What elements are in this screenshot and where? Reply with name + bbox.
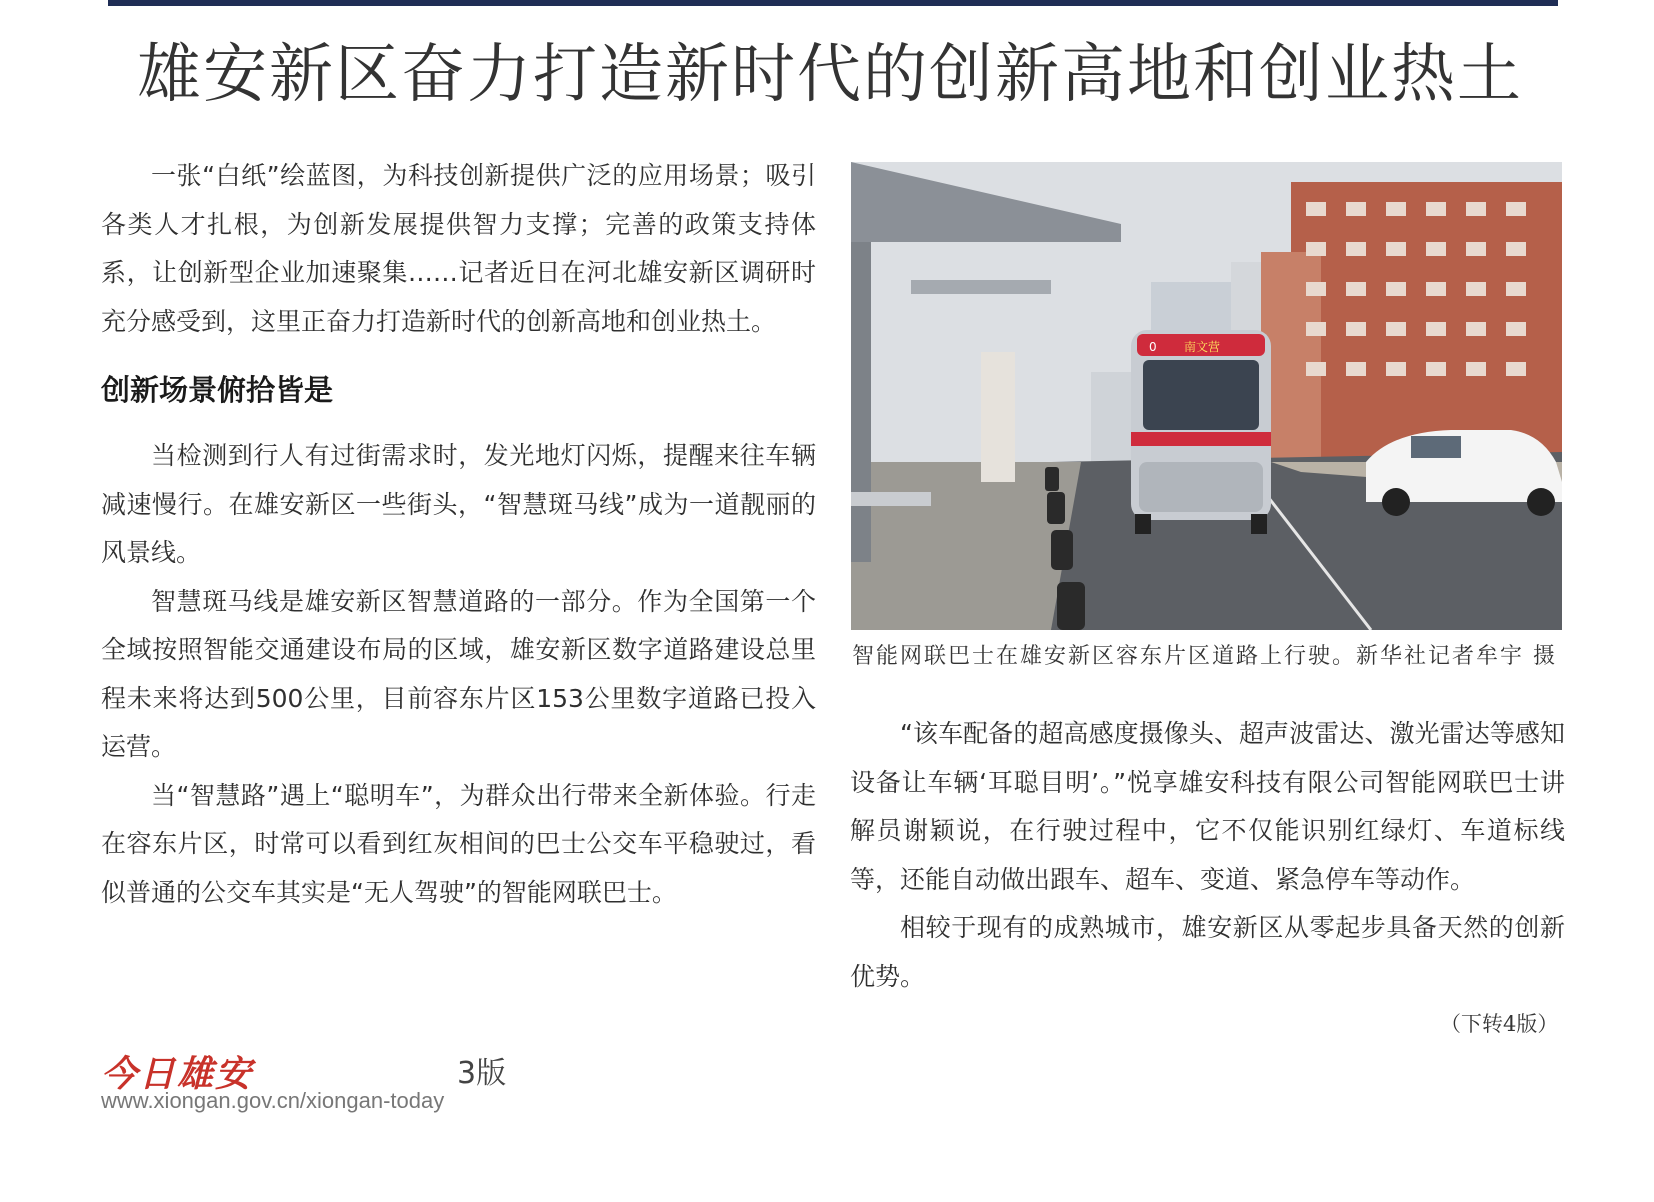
site-url: www.xiongan.gov.cn/xiongan-today	[101, 1088, 445, 1113]
bus-destination-sign: 南文营	[1184, 340, 1221, 354]
bus-route-number: 0	[1149, 340, 1157, 354]
page-number: 3版	[457, 1056, 507, 1091]
photo-caption: 智能网联巴士在雄安新区容东片区道路上行驶。新华社记者牟宇 摄	[852, 644, 1557, 669]
headline: 雄安新区奋力打造新时代的创新高地和创业热土	[137, 38, 1523, 112]
brand-logo: 今日雄安	[101, 1053, 254, 1095]
section-heading: 创新场景俯拾皆是	[101, 373, 334, 407]
lede-paragraph: 一张“白纸”绘蓝图，为科技创新提供广泛的应用场景；吸引各类人才扎根，为创新发展提供智力支撑；完善的政策支持体系，让创新型企业加速聚集……记者近日在河北雄安新区调研时充分感受到，这里正奋力打造新时代的创新高地和创业热土。	[101, 161, 816, 336]
body-paragraph: 当检测到行人有过街需求时，发光地灯闪烁，提醒来往车辆减速慢行。在雄安新区一些街头，“智慧斑马线”成为一道靓丽的风景线。	[101, 441, 816, 567]
body-paragraph: “该车配备的超高感度摄像头、超声波雷达、激光雷达等感知设备让车辆‘耳聪目明’。”悦享雄安科技有限公司智能网联巴士讲解员谢颖说，在行驶过程中，它不仅能识别红绿灯、车道标线等，还能自动做出跟车、超车、变道、紧急停车等动作。	[850, 719, 1565, 894]
continued-note: （下转4版）	[1440, 1012, 1559, 1036]
body-paragraph: 相较于现有的成熟城市，雄安新区从零起步具备天然的创新优势。	[850, 913, 1565, 991]
top-rule	[108, 0, 1558, 6]
body-paragraph: 智慧斑马线是雄安新区智慧道路的一部分。作为全国第一个全域按照智能交通建设布局的区域，雄安新区数字道路建设总里程未来将达到500公里，目前容东片区153公里数字道路已投入运营。	[101, 586, 816, 761]
body-paragraph: 当“智慧路”遇上“聪明车”，为群众出行带来全新体验。行走在容东片区，时常可以看到红灰相间的巴士公交车平稳驶过，看似普通的公交车其实是“无人驾驶”的智能网联巴士。	[101, 780, 816, 907]
left-column	[101, 152, 816, 917]
news-photo	[851, 162, 1562, 630]
right-column	[850, 710, 1565, 1001]
